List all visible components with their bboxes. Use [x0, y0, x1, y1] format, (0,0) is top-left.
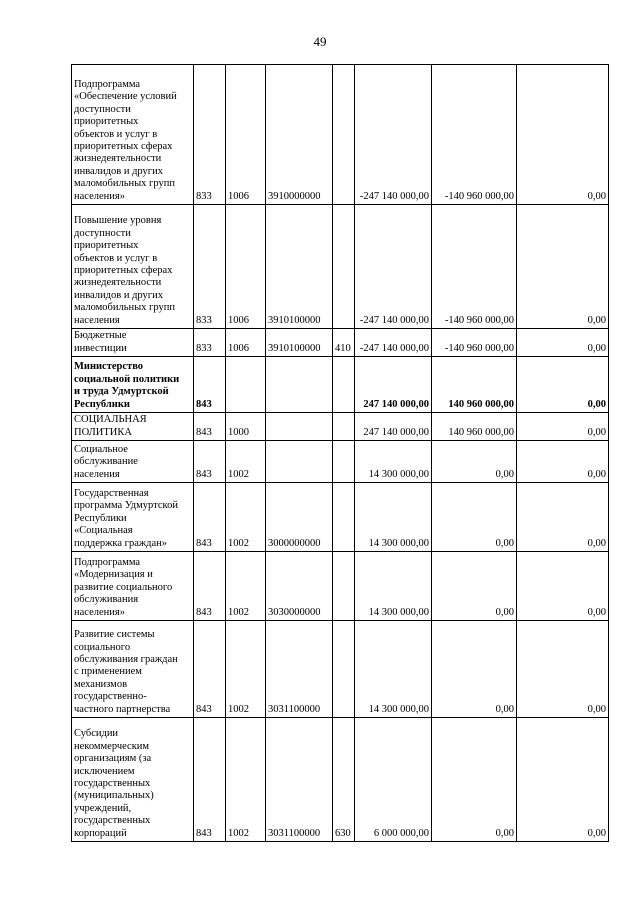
row-target: 3030000000 [266, 552, 333, 621]
row-value-3: 0,00 [517, 65, 609, 205]
row-section: 1006 [226, 329, 266, 357]
row-code: 843 [194, 441, 226, 483]
row-value-2: 140 960 000,00 [432, 413, 517, 441]
row-name: Подпрограмма «Обеспечение условий доступности приоритетных объектов и услуг в приоритетных сферах жизнедеятельности инвалидов и других маломобильных групп населения» [72, 65, 194, 205]
budget-table [71, 64, 609, 842]
row-code: 843 [194, 718, 226, 842]
row-target: 3031100000 [266, 621, 333, 718]
row-value-3: 0,00 [517, 357, 609, 413]
row-value-1: 14 300 000,00 [355, 441, 432, 483]
row-value-3: 0,00 [517, 441, 609, 483]
table-row [72, 441, 609, 483]
row-type: 410 [333, 329, 355, 357]
row-section: 1006 [226, 65, 266, 205]
table-row [72, 329, 609, 357]
row-value-1: 14 300 000,00 [355, 552, 432, 621]
row-type [333, 65, 355, 205]
table-row [72, 205, 609, 329]
row-code: 833 [194, 329, 226, 357]
row-value-2: -140 960 000,00 [432, 329, 517, 357]
budget-table-body [72, 65, 609, 842]
row-value-3: 0,00 [517, 718, 609, 842]
row-value-3: 0,00 [517, 552, 609, 621]
row-value-2: 0,00 [432, 483, 517, 552]
row-value-2: -140 960 000,00 [432, 65, 517, 205]
row-code: 843 [194, 552, 226, 621]
row-value-2: 0,00 [432, 621, 517, 718]
row-section: 1002 [226, 621, 266, 718]
row-name: Повышение уровня доступности приоритетных объектов и услуг в приоритетных сферах жизнедеятельности инвалидов и других маломобильных групп населения [72, 205, 194, 329]
row-name: Бюджетные инвестиции [72, 329, 194, 357]
row-target: 3000000000 [266, 483, 333, 552]
table-row [72, 65, 609, 205]
table-row [72, 357, 609, 413]
row-name: Подпрограмма «Модернизация и развитие социального обслуживания населения» [72, 552, 194, 621]
row-type [333, 441, 355, 483]
table-row [72, 413, 609, 441]
row-section: 1002 [226, 441, 266, 483]
row-target [266, 441, 333, 483]
row-value-2: -140 960 000,00 [432, 205, 517, 329]
row-value-1: 6 000 000,00 [355, 718, 432, 842]
page-number: 49 [313, 34, 327, 49]
row-type [333, 621, 355, 718]
row-value-2: 0,00 [432, 441, 517, 483]
row-value-3: 0,00 [517, 205, 609, 329]
table-row [72, 718, 609, 842]
row-target [266, 413, 333, 441]
row-target: 3910000000 [266, 65, 333, 205]
row-type [333, 205, 355, 329]
row-target: 3031100000 [266, 718, 333, 842]
row-type [333, 483, 355, 552]
row-name: Государственная программа Удмуртской Республики «Социальная поддержка граждан» [72, 483, 194, 552]
row-name: Министерство социальной политики и труда Удмуртской Республики [72, 357, 194, 413]
row-section [226, 357, 266, 413]
row-name: Субсидии некоммерческим организациям (за исключением государственных (муниципальных) учреждений, государственных корпораций [72, 718, 194, 842]
row-code: 833 [194, 205, 226, 329]
table-row [72, 483, 609, 552]
row-target: 3910100000 [266, 329, 333, 357]
row-name: Социальное обслуживание населения [72, 441, 194, 483]
row-section: 1000 [226, 413, 266, 441]
row-code: 843 [194, 621, 226, 718]
row-code: 843 [194, 413, 226, 441]
table-row [72, 552, 609, 621]
row-code: 843 [194, 483, 226, 552]
row-value-1: -247 140 000,00 [355, 205, 432, 329]
row-section: 1002 [226, 552, 266, 621]
row-type [333, 413, 355, 441]
row-value-1: -247 140 000,00 [355, 65, 432, 205]
row-value-1: 14 300 000,00 [355, 483, 432, 552]
row-type: 630 [333, 718, 355, 842]
row-value-2: 0,00 [432, 552, 517, 621]
row-value-3: 0,00 [517, 329, 609, 357]
row-value-2: 140 960 000,00 [432, 357, 517, 413]
row-target [266, 357, 333, 413]
row-code: 833 [194, 65, 226, 205]
row-value-1: 247 140 000,00 [355, 357, 432, 413]
row-section: 1006 [226, 205, 266, 329]
row-value-2: 0,00 [432, 718, 517, 842]
row-value-1: -247 140 000,00 [355, 329, 432, 357]
row-target: 3910100000 [266, 205, 333, 329]
row-value-3: 0,00 [517, 483, 609, 552]
table-row [72, 621, 609, 718]
row-code: 843 [194, 357, 226, 413]
row-value-3: 0,00 [517, 621, 609, 718]
row-value-1: 14 300 000,00 [355, 621, 432, 718]
row-name: Развитие системы социального обслуживания граждан с применением механизмов государственно- частного партнерства [72, 621, 194, 718]
row-value-1: 247 140 000,00 [355, 413, 432, 441]
row-section: 1002 [226, 718, 266, 842]
row-value-3: 0,00 [517, 413, 609, 441]
row-section: 1002 [226, 483, 266, 552]
row-type [333, 357, 355, 413]
row-type [333, 552, 355, 621]
row-name: СОЦИАЛЬНАЯ ПОЛИТИКА [72, 413, 194, 441]
